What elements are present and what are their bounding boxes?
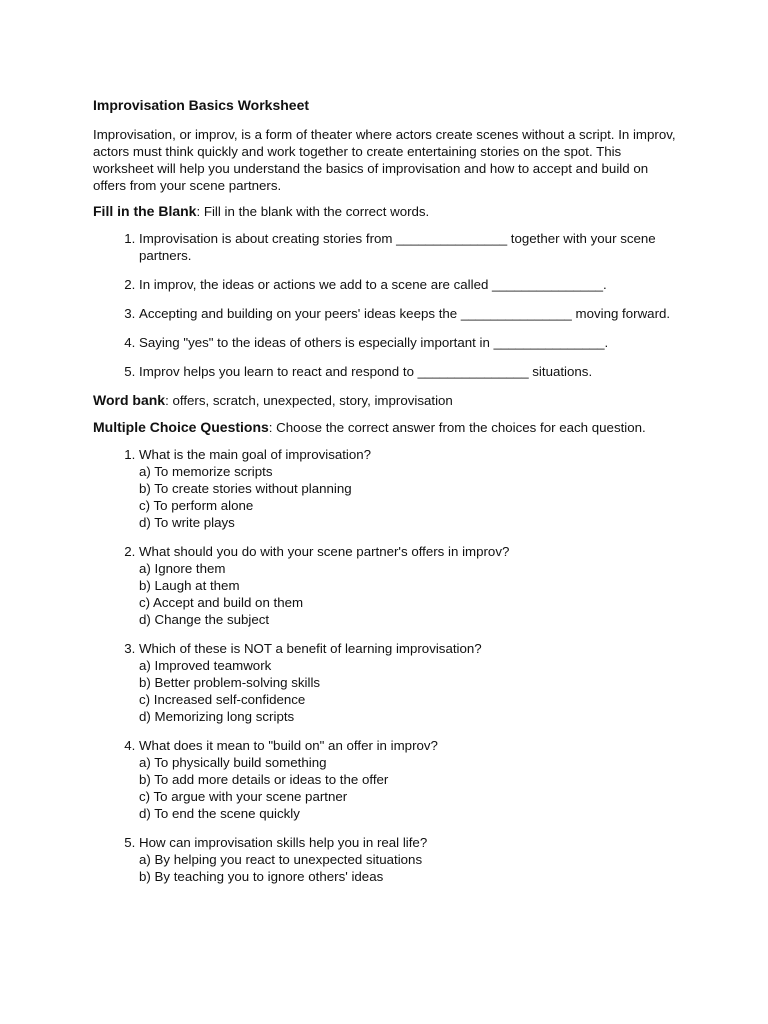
answer-choice: b) Laugh at them — [139, 578, 240, 593]
word-bank-words: : offers, scratch, unexpected, story, improvisation — [165, 393, 453, 408]
answer-choice: c) To perform alone — [139, 498, 254, 513]
worksheet-title: Improvisation Basics Worksheet — [93, 97, 310, 113]
answer-choice: d) Memorizing long scripts — [139, 709, 295, 724]
fill-in-blank-heading: Fill in the Blank — [93, 203, 197, 219]
mc-question — [139, 543, 683, 628]
fill-item: 3. Accepting and building on your peers' ideas keeps the _______________ moving forward. — [139, 305, 683, 322]
fill-item: 1. Improvisation is about creating stories from _______________ together with your scene partners. — [139, 230, 683, 264]
answer-choice: a) To memorize scripts — [139, 464, 273, 479]
word-bank — [93, 392, 683, 409]
answer-choice: d) Change the subject — [139, 612, 270, 627]
fill-in-blank-list — [93, 230, 683, 380]
word-bank-heading: Word bank — [93, 392, 166, 408]
fill-item: 2. In improv, the ideas or actions we add to a scene are called _______________. — [139, 276, 683, 293]
question-text: What should you do with your scene partner's offers in improv? — [139, 544, 510, 559]
question-text: What is the main goal of improvisation? — [139, 447, 372, 462]
fill-item: 4. Saying "yes" to the ideas of others is especially important in _______________. — [139, 334, 683, 351]
fill-item: 5. Improv helps you learn to react and respond to _______________ situations. — [139, 363, 683, 380]
mc-question — [139, 640, 683, 725]
answer-choice: c) To argue with your scene partner — [139, 789, 348, 804]
answer-choice: b) To create stories without planning — [139, 481, 352, 496]
mc-question — [139, 834, 683, 885]
fill-in-blank-instruction: : Fill in the blank with the correct words. — [196, 204, 430, 219]
question-text: Which of these is NOT a benefit of learning improvisation? — [139, 641, 482, 656]
answer-choice: a) To physically build something — [139, 755, 327, 770]
fill-in-blank-header — [93, 203, 683, 220]
answer-choice: a) By helping you react to unexpected situations — [139, 852, 423, 867]
multiple-choice-header — [93, 419, 683, 436]
answer-choice: a) Ignore them — [139, 561, 226, 576]
multiple-choice-heading: Multiple Choice Questions — [93, 419, 269, 435]
mc-question — [139, 446, 683, 531]
intro-paragraph: Improvisation, or improv, is a form of theater where actors create scenes without a script. In improv, actors must think quickly and work together to create entertaining stories on the spot. This worksheet will help you understand the basics of improvisation and how to accept and build on offers from your scene partners. — [93, 127, 676, 193]
answer-choice: c) Accept and build on them — [139, 595, 304, 610]
question-text: What does it mean to "build on" an offer in improv? — [139, 738, 438, 753]
answer-choice: c) Increased self-confidence — [139, 692, 306, 707]
answer-choice: d) To write plays — [139, 515, 235, 530]
worksheet-content — [93, 97, 683, 897]
answer-choice: d) To end the scene quickly — [139, 806, 300, 821]
answer-choice: a) Improved teamwork — [139, 658, 272, 673]
mc-question — [139, 737, 683, 822]
answer-choice: b) By teaching you to ignore others' ideas — [139, 869, 384, 884]
answer-choice: b) To add more details or ideas to the offer — [139, 772, 389, 787]
multiple-choice-instruction: : Choose the correct answer from the choices for each question. — [268, 420, 646, 435]
answer-choice: b) Better problem-solving skills — [139, 675, 321, 690]
question-text: How can improvisation skills help you in real life? — [139, 835, 428, 850]
multiple-choice-list — [93, 446, 683, 885]
